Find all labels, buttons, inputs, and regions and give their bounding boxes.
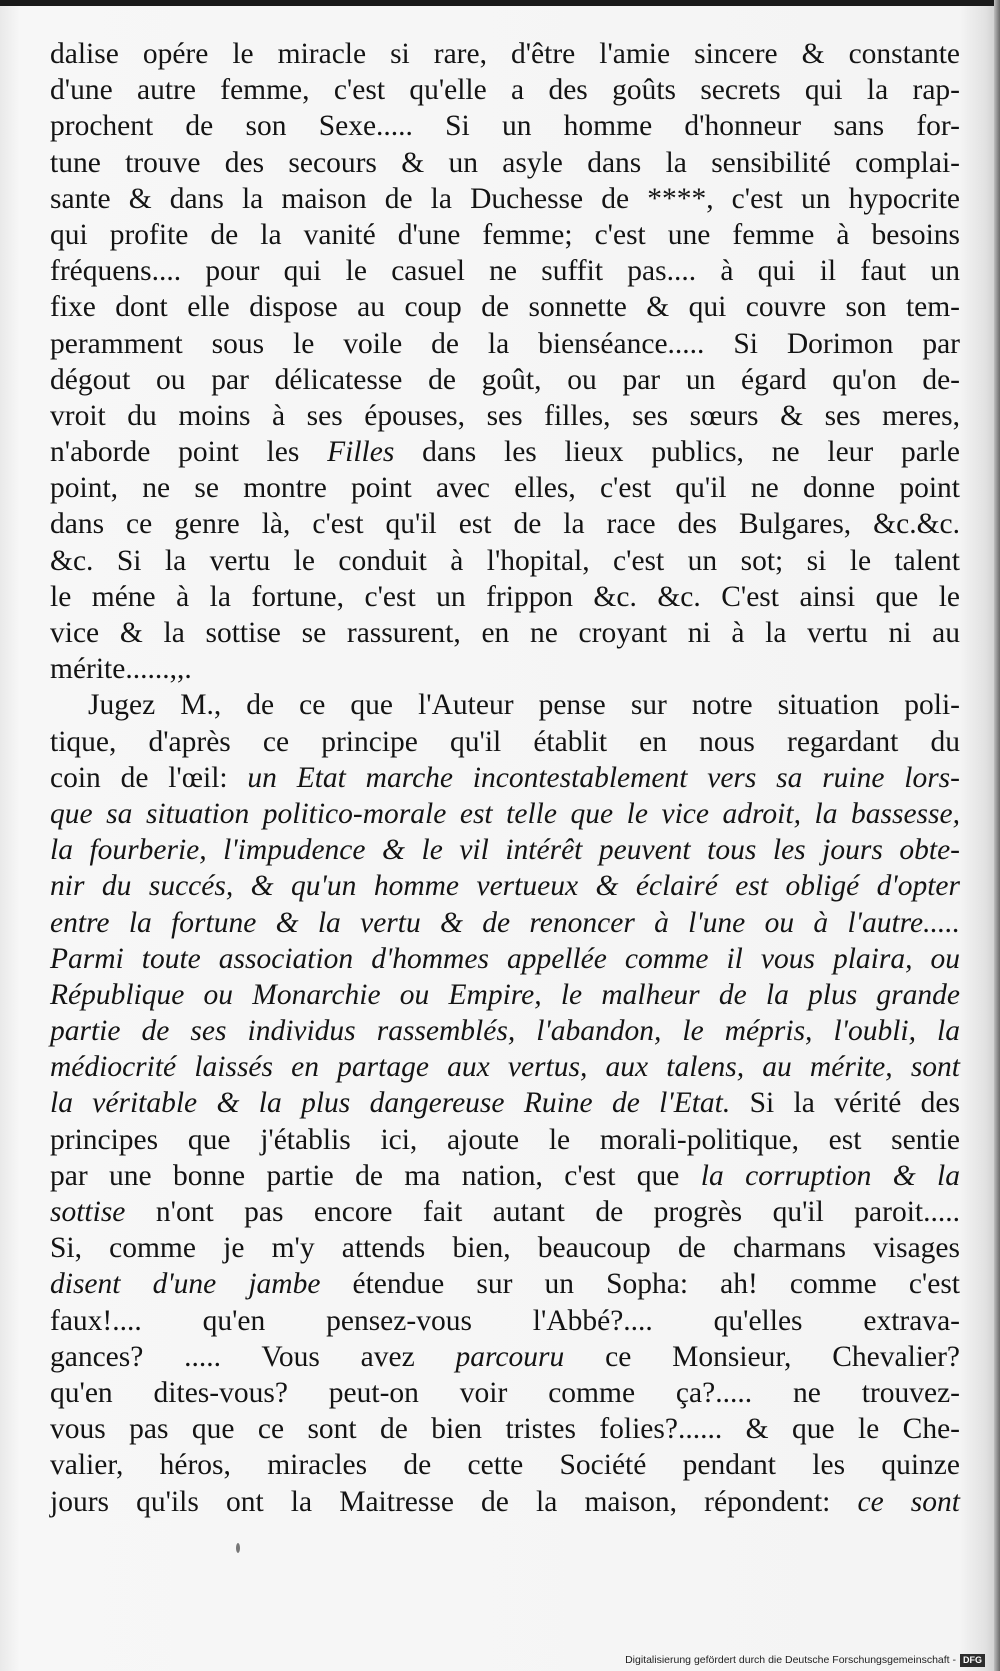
italic-text: partie de ses individus rassemblés, l'abandon, le mépris, l'oubli, la: [50, 1015, 960, 1048]
italic-text: la véritable & la plus dangereuse Ruine de l'Etat.: [50, 1087, 731, 1120]
line-text: tique, d'après ce principe qu'il établit en nous regardant du: [50, 725, 960, 758]
italic-text: République ou Monarchie ou Empire, le malheur de la plus grande: [50, 978, 960, 1011]
line-text: fixe dont elle dispose au coup de sonnette & qui couvre son tem-: [50, 291, 960, 324]
text-line: [50, 543, 960, 579]
text-line: [50, 1411, 960, 1447]
line-text: ce Monsieur, Chevalier?: [564, 1340, 960, 1373]
italic-text: médiocrité laissés en partage aux vertus, aux talens, au mérite, sont: [50, 1051, 960, 1084]
line-text: vroit du moins à ses épouses, ses filles, ses sœurs & ses meres,: [50, 399, 960, 432]
line-text: Jugez M., de ce que l'Auteur pense sur notre situation poli-: [88, 689, 960, 722]
text-line: [50, 1194, 960, 1230]
line-text: n'aborde point les: [50, 436, 328, 469]
line-text: vice & la sottise se rassurent, en ne croyant ni à la vertu ni au: [50, 617, 960, 649]
text-line: [50, 615, 960, 651]
line-text: jours qu'ils ont la Maitresse de la maison, répondent:: [50, 1485, 858, 1518]
line-text: par une bonne partie de ma nation, c'est que: [50, 1159, 701, 1192]
line-text: point, ne se montre point avec elles, c'est qu'il ne donne point: [50, 472, 960, 505]
text-line: [50, 1158, 960, 1194]
italic-text: entre la fortune & la vertu & de renoncer à l'une ou à l'autre.....: [50, 906, 960, 939]
italic-text: sottise: [50, 1196, 126, 1228]
text-line: [50, 905, 960, 941]
text-line: [50, 217, 960, 253]
text-line: [50, 398, 960, 434]
line-text: prochent de son Sexe..... Si un homme d'honneur sans for-: [50, 110, 960, 143]
text-line: [50, 181, 960, 217]
line-text: Si la vérité des: [730, 1087, 960, 1120]
digitization-credit: [565, 1652, 985, 1668]
italic-text: Filles: [327, 436, 395, 469]
text-line: [50, 36, 960, 72]
italic-text: la corruption & la: [700, 1159, 960, 1192]
page-right-edge: [994, 0, 1000, 1671]
line-text: valier, héros, miracles de cette Société pendant les quinze: [50, 1449, 960, 1482]
line-text: sante & dans la maison de la Duchesse de ****, c'est un hypocrite: [50, 182, 960, 215]
italic-text: Parmi toute association d'hommes appellée comme il vous plaira, ou: [50, 942, 960, 975]
line-text: principes que j'établis ici, ajoute le morali-politique, est sentie: [50, 1123, 960, 1156]
line-text: qu'en dites-vous? peut-on voir comme ça?..... ne trouvez-: [50, 1376, 960, 1409]
line-text: le méne à la fortune, c'est un frippon &c. &c. C'est ainsi que le: [50, 580, 960, 613]
italic-text: nir du succés, & qu'un homme vertueux & éclairé est obligé d'opter: [50, 870, 960, 903]
dfg-logo: DFG: [960, 1654, 985, 1667]
text-line: [50, 760, 960, 796]
page-top-edge: [0, 0, 1000, 6]
line-text: qui profite de la vanité d'une femme; c'est une femme à besoins: [50, 218, 960, 251]
credit-text: Digitalisierung gefördert durch die Deutsche Forschungsgemeinschaft -: [625, 1654, 956, 1666]
text-line: [50, 108, 960, 144]
text-line: [50, 326, 960, 362]
line-text: mérite......,,.: [50, 653, 192, 686]
text-line: [50, 253, 960, 289]
line-text: coin de l'œil:: [50, 761, 248, 794]
italic-text: ce sont: [857, 1485, 960, 1518]
line-text: tune trouve des secours & un asyle dans la sensibilité complai-: [50, 146, 960, 179]
italic-text: que sa situation politico-morale est telle que le vice adroit, la bassesse,: [50, 797, 960, 830]
text-line: [50, 1085, 960, 1121]
line-text: &c. Si la vertu le conduit à l'hopital, c'est un sot; si le talent: [50, 544, 960, 577]
line-text: dalise opére le miracle si rare, d'être l'amie sincere & constante: [50, 38, 960, 70]
italic-text: un Etat marche incontestablement vers sa ruine lors-: [247, 761, 960, 794]
text-line: [50, 1447, 960, 1483]
text-line: [50, 579, 960, 615]
text-line: [50, 941, 960, 977]
text-line: [50, 362, 960, 398]
line-text: vous pas que ce sont de bien tristes folies?...... & que le Che-: [50, 1413, 960, 1446]
line-text: peramment sous le voile de la bienséance..... Si Dorimon par: [50, 327, 960, 360]
text-line: [50, 289, 960, 325]
text-line: [50, 796, 960, 832]
text-line: [50, 1339, 960, 1375]
text-line: [50, 72, 960, 108]
text-line: [50, 1049, 960, 1085]
line-text: dans les lieux publics, ne leur parle: [394, 436, 960, 469]
italic-text: la fourberie, l'impudence & le vil intérêt peuvent tous les jours obte-: [50, 834, 960, 867]
page-text-block: [50, 36, 960, 1520]
text-line: [50, 506, 960, 542]
line-text: dégout ou par délicatesse de goût, ou par un égard qu'on de-: [50, 363, 960, 396]
text-line: [50, 977, 960, 1013]
text-line: [50, 1122, 960, 1158]
text-line: [50, 724, 960, 760]
text-line: [50, 1303, 960, 1339]
line-text: n'ont pas encore fait autant de progrès qu'il paroit.....: [125, 1196, 960, 1228]
text-line: [50, 651, 960, 687]
line-text: gances? ..... Vous avez: [50, 1340, 456, 1373]
text-line: [50, 1230, 960, 1266]
ink-speck: [236, 1543, 240, 1553]
italic-text: disent d'une jambe: [50, 1268, 321, 1301]
text-line: [50, 868, 960, 904]
text-line: [50, 470, 960, 506]
italic-text: parcouru: [455, 1340, 565, 1373]
line-text: fréquens.... pour qui le casuel ne suffit pas.... à qui il faut un: [50, 255, 960, 288]
text-line: [50, 832, 960, 868]
line-text: dans ce genre là, c'est qu'il est de la race des Bulgares, &c.&c.: [50, 508, 960, 541]
text-line: [50, 434, 960, 470]
text-line: [50, 1484, 960, 1520]
text-line: [50, 1013, 960, 1049]
line-text: Si, comme je m'y attends bien, beaucoup de charmans visages: [50, 1232, 960, 1265]
text-line: [50, 1375, 960, 1411]
text-line: [50, 687, 960, 723]
text-line: [50, 145, 960, 181]
text-line: [50, 1266, 960, 1302]
line-text: d'une autre femme, c'est qu'elle a des goûts secrets qui la rap-: [50, 74, 960, 107]
line-text: étendue sur un Sopha: ah! comme c'est: [320, 1268, 961, 1301]
line-text: faux!.... qu'en pensez-vous l'Abbé?.... qu'elles extrava-: [50, 1304, 960, 1337]
